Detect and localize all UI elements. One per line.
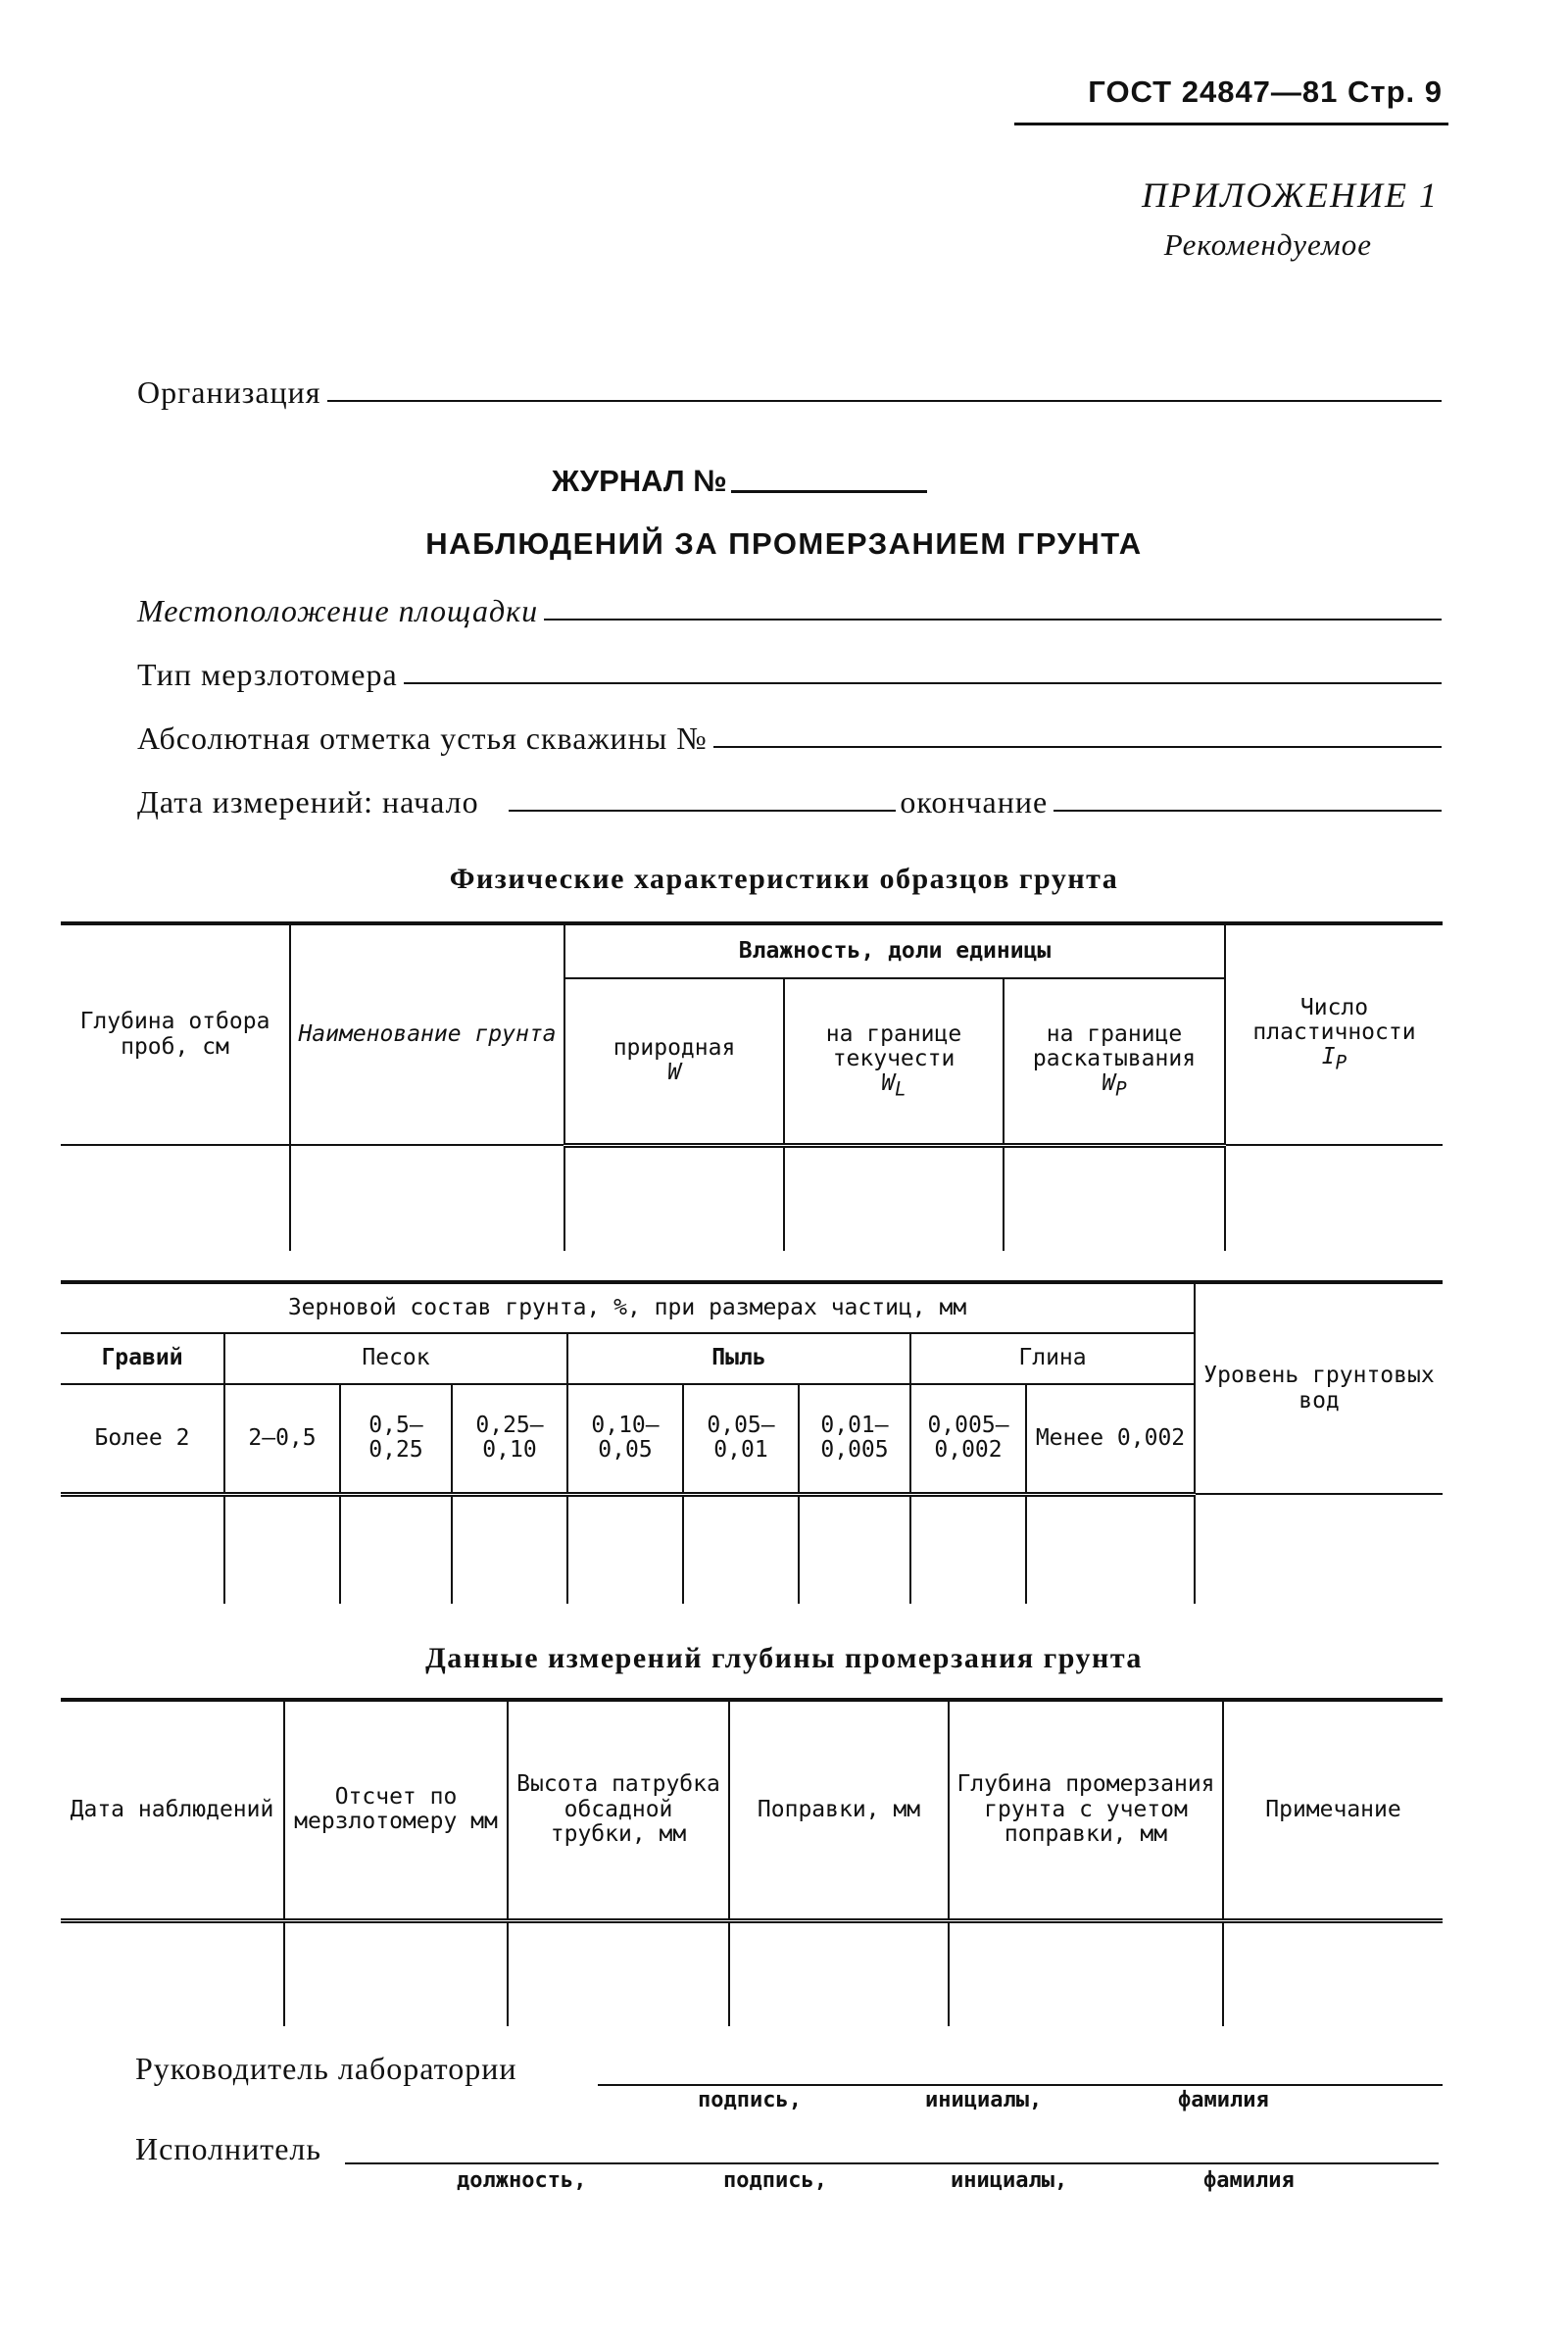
type-field [137,657,1446,693]
plastic-symbol [1008,1071,1220,1100]
table2-cell[interactable] [61,1494,224,1604]
organization-label: Организация [137,374,321,410]
plastic-sym: W [1102,1070,1116,1097]
organization-line[interactable] [327,400,1443,402]
liquid-sym: W [881,1070,896,1097]
executor-signature-line[interactable] [345,2162,1439,2164]
date-start-label: Дата измерений: начало [137,784,479,819]
liquid-symbol [789,1071,999,1100]
journal-number-line[interactable] [731,490,927,493]
table3-cell[interactable] [508,1920,729,2026]
table1-cell[interactable] [564,1145,784,1251]
dust-header: Пыль [567,1333,910,1384]
table2-cell[interactable] [224,1494,340,1604]
table2-cell[interactable] [452,1494,567,1604]
head-cap-signature: подпись, [698,2088,802,2112]
date-header: Дата наблюдений [61,1700,284,1920]
natural-moisture-header [564,978,784,1145]
table2-cell[interactable] [1026,1494,1195,1604]
header-rule [1014,123,1448,125]
size-025-010: 0,25—0,10 [452,1384,567,1494]
table2-cell[interactable] [1195,1494,1443,1604]
date-end-label: окончание [900,784,1049,819]
natural-symbol: W [667,1060,681,1086]
table1-cell[interactable] [61,1145,290,1251]
liquid-sub: L [895,1077,906,1101]
size-more-2: Более 2 [61,1384,224,1494]
gravel-header: Гравий [61,1333,224,1384]
table1-title: Физические характеристики образцов грунта [449,863,1119,895]
table3-cell[interactable] [949,1920,1223,2026]
size-005-001: 0,05—0,01 [683,1384,799,1494]
size-0005-0002: 0,005—0,002 [910,1384,1026,1494]
type-line[interactable] [404,682,1442,684]
freezing-depth-table [61,1698,1443,2026]
journal-title [552,464,927,499]
executor-cap-signature: подпись, [723,2168,827,2193]
table1-cell[interactable] [1004,1145,1225,1251]
table3-cell[interactable] [284,1920,508,2026]
table1-cell[interactable] [1225,1145,1443,1251]
table2-cell[interactable] [683,1494,799,1604]
head-cap-initials: инициалы, [925,2088,1043,2112]
table3-cell[interactable] [729,1920,949,2026]
location-field [137,593,1446,629]
groundwater-header: Уровень грунтовых вод [1195,1282,1443,1494]
type-label: Тип мерзлотомера [137,657,398,692]
size-2-05: 2—0,5 [224,1384,340,1494]
plasticity-header [1225,923,1443,1145]
journal-subtitle: НАБЛЮДЕНИЙ ЗА ПРОМЕРЗАНИЕМ ГРУНТА [425,526,1143,561]
moisture-header: Влажность, доли единицы [564,923,1225,978]
elevation-field [137,720,1446,757]
plastic-label: на границе раскатывания [1032,1020,1197,1071]
table2-cell[interactable] [567,1494,683,1604]
head-label: Руководитель лаборатории [135,2051,517,2086]
head-cap-surname: фамилия [1178,2088,1269,2112]
appendix-recommended: Рекомендуемое [1163,227,1372,262]
table2-cell[interactable] [799,1494,910,1604]
size-05-025: 0,5—0,25 [340,1384,452,1494]
composition-header: Зерновой состав грунта, %, при размерах частиц, мм [61,1282,1195,1333]
plastic-sub: P [1115,1077,1127,1101]
liquid-limit-header [784,978,1004,1145]
date-field [137,784,1446,820]
grain-composition-table [61,1280,1443,1604]
standard-header: ГОСТ 24847—81 Стр. 9 [1088,74,1443,109]
executor-label: Исполнитель [135,2131,321,2166]
depth-header: Глубина отбора проб, см [61,923,290,1145]
table2-cell[interactable] [910,1494,1026,1604]
head-signature-line[interactable] [598,2084,1443,2086]
sand-header: Песок [224,1333,567,1384]
executor-cap-surname: фамилия [1203,2168,1295,2193]
physical-properties-table [61,921,1443,1251]
plasticity-symbol [1230,1045,1439,1073]
clay-header: Глина [910,1333,1195,1384]
organization-field [137,374,1446,411]
location-label: Местоположение площадки [137,593,539,628]
table1-cell[interactable] [290,1145,564,1251]
plasticity-sym: I [1321,1044,1336,1070]
note-header: Примечание [1223,1700,1443,1920]
executor-cap-position: должность, [457,2168,587,2193]
height-header: Высота патрубка обсадной трубки, мм [508,1700,729,1920]
appendix-title: ПРИЛОЖЕНИЕ 1 [1142,175,1439,215]
executor-cap-initials: инициалы, [951,2168,1068,2193]
corrections-header: Поправки, мм [729,1700,949,1920]
plastic-limit-header [1004,978,1225,1145]
table3-cell[interactable] [61,1920,284,2026]
natural-label: природная [612,1034,736,1061]
table1-cell[interactable] [784,1145,1004,1251]
table3-title: Данные измерений глубины промерзания грунта [425,1642,1143,1674]
soil-name-header: Наименование грунта [290,923,564,1145]
journal-title-text: ЖУРНАЛ № [552,464,727,498]
size-010-005: 0,10—0,05 [567,1384,683,1494]
location-line[interactable] [544,619,1442,621]
date-start-line[interactable] [509,810,897,812]
date-end-line[interactable] [1054,810,1442,812]
freezing-depth-header: Глубина промерзания грунта с учетом поправки, мм [949,1700,1223,1920]
size-less-0002: Менее 0,002 [1026,1384,1195,1494]
reading-header: Отсчет по мерзлотомеру мм [284,1700,508,1920]
plasticity-label: Число пластичности [1252,994,1416,1046]
table2-cell[interactable] [340,1494,452,1604]
size-001-0005: 0,01—0,005 [799,1384,910,1494]
elevation-line[interactable] [713,746,1442,748]
table3-cell[interactable] [1223,1920,1443,2026]
plasticity-sub: P [1335,1052,1348,1075]
elevation-label: Абсолютная отметка устья скважины № [137,720,708,756]
liquid-label: на границе текучести [825,1020,962,1071]
